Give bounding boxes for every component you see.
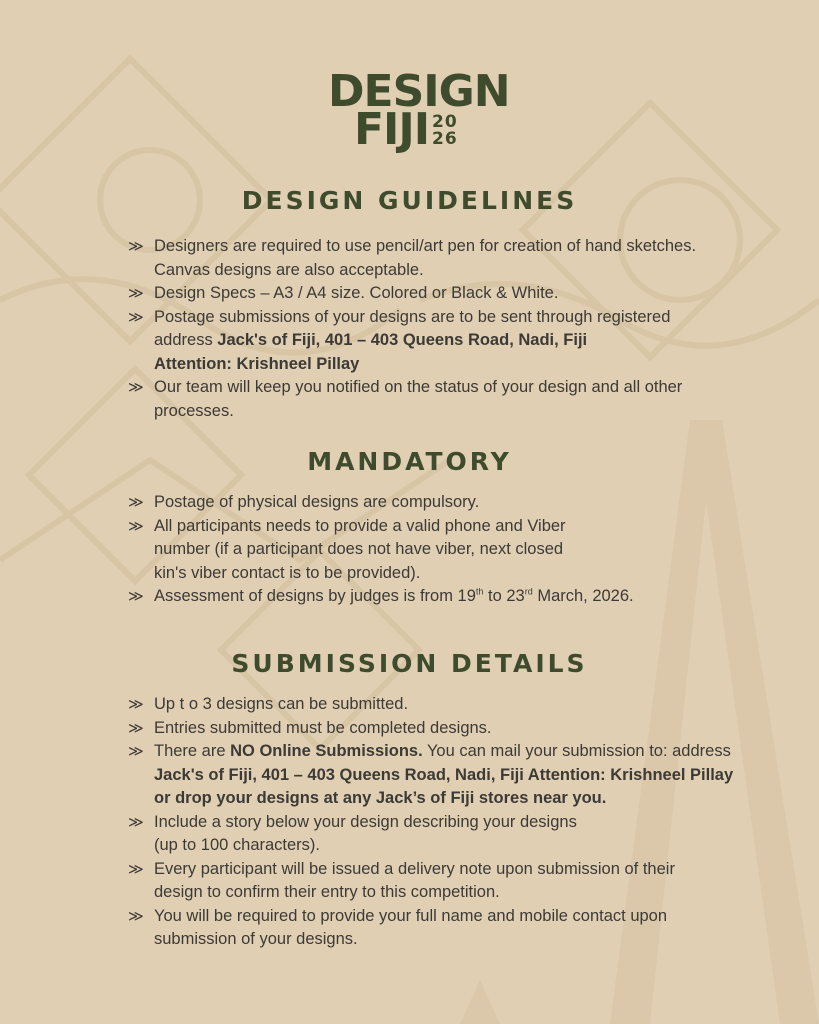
logo-word-fiji: FIJI (354, 104, 430, 155)
item-text: kin's viber contact is to be provided). (154, 563, 421, 582)
item-text: submission of your designs. (154, 930, 358, 948)
list-item (128, 811, 768, 858)
design-fiji-logo (328, 66, 510, 155)
item-text: Up t o 3 designs can be submitted. (154, 695, 409, 713)
double-chevron-icon: ≫ (128, 494, 144, 511)
logo-year-top: 20 (432, 112, 458, 132)
double-chevron-icon: ≫ (128, 308, 144, 326)
double-chevron-icon: ≫ (128, 379, 144, 396)
ordinal-suffix: th (475, 586, 484, 597)
logo-year-bottom: 26 (432, 129, 458, 149)
double-chevron-icon: ≫ (128, 719, 144, 737)
item-text: Designers are required to use pencil/art pen for creation of hand sketches. (154, 237, 697, 255)
item-text: Postage submissions of your designs are to be sent through registered (154, 307, 671, 326)
item-text: address (154, 331, 218, 349)
item-text: Every participant will be issued a delivery note upon submission of their (154, 859, 675, 878)
double-chevron-icon: ≫ (128, 517, 144, 535)
list-item (128, 740, 768, 811)
stores-text: or drop your designs at any Jack’s of Fiji stores near you. (154, 789, 607, 807)
submission-list (128, 693, 768, 952)
address-text: Jack's of Fiji, 401 – 403 Queens Road, Nadi, Fiji Attention: Krishneel Pillay (154, 765, 734, 784)
double-chevron-icon: ≫ (128, 588, 144, 605)
double-chevron-icon: ≫ (128, 907, 144, 925)
item-text: You will be required to provide your full name and mobile contact upon (154, 906, 668, 925)
double-chevron-icon: ≫ (128, 696, 144, 713)
list-item (128, 905, 768, 952)
guidelines-list (128, 235, 768, 423)
double-chevron-icon: ≫ (128, 743, 144, 760)
list-item (128, 858, 768, 905)
list-item (128, 306, 768, 377)
item-text: processes. (154, 401, 234, 420)
item-text: to 23 (483, 587, 525, 605)
logo-word-design: DESIGN (328, 66, 510, 117)
item-text: Include a story below your design describing your designs (154, 812, 577, 831)
attention-text: Attention: Krishneel Pillay (154, 354, 360, 373)
list-item (128, 282, 768, 306)
address-text: Jack's of Fiji, 401 – 403 Queens Road, Nadi, Fiji (217, 331, 588, 349)
emphasis-text: NO Online Submissions. (230, 742, 423, 760)
item-text: Entries submitted must be completed designs. (154, 718, 492, 737)
item-text: There are (154, 742, 231, 760)
list-item (128, 491, 768, 515)
list-item (128, 693, 768, 717)
mandatory-list (128, 491, 768, 609)
item-text: Postage of physical designs are compulsory. (154, 493, 480, 511)
item-text: You can mail your submission to: address (422, 742, 731, 760)
list-item (128, 235, 768, 282)
list-item (128, 515, 768, 586)
double-chevron-icon: ≫ (128, 813, 144, 831)
item-text: number (if a participant does not have viber, next closed (154, 540, 564, 558)
item-text: Our team will keep you notified on the status of your design and all other (154, 378, 683, 396)
ordinal-suffix: rd (524, 586, 533, 597)
item-text: All participants needs to provide a valid phone and Viber (154, 516, 566, 535)
item-text: Design Specs – A3 / A4 size. Colored or Black & White. (154, 284, 559, 302)
logo-year (432, 114, 458, 148)
list-item (128, 376, 768, 423)
double-chevron-icon: ≫ (128, 860, 144, 878)
heading-design-guidelines: DESIGN GUIDELINES (241, 186, 578, 215)
heading-submission-details: SUBMISSION DETAILS (231, 649, 588, 678)
item-text: Assessment of designs by judges is from 19 (154, 587, 476, 605)
item-text: design to confirm their entry to this competition. (154, 883, 500, 901)
list-item (128, 717, 768, 741)
double-chevron-icon: ≫ (128, 238, 144, 255)
double-chevron-icon: ≫ (128, 285, 144, 302)
item-text: Canvas designs are also acceptable. (154, 260, 424, 279)
item-text: (up to 100 characters). (154, 836, 320, 854)
heading-mandatory: MANDATORY (307, 447, 512, 476)
list-item (128, 585, 768, 609)
item-text: March, 2026. (532, 587, 634, 605)
